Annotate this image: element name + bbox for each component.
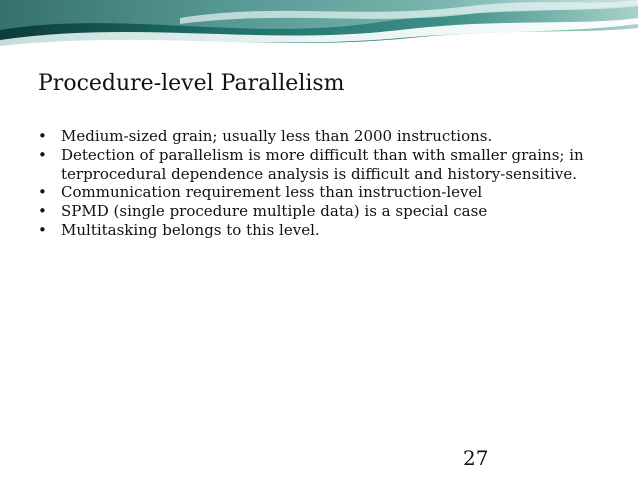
bullet-marker: •	[38, 145, 47, 164]
bullet-item	[38, 202, 618, 221]
page-number: 27	[463, 446, 489, 470]
bullet-item	[38, 183, 618, 202]
bullet-item	[38, 221, 618, 240]
bullet-text: SPMD (single procedure multiple data) is a special case	[61, 202, 488, 221]
bullet-marker: •	[38, 183, 47, 202]
bullet-marker: •	[38, 220, 47, 239]
header-wave-banner	[0, 0, 638, 48]
bullet-text: Medium-sized grain; usually less than 2000 instructions.	[61, 127, 493, 145]
bullet-item	[38, 146, 618, 184]
bullet-text: Detection of parallelism is more difficult than with smaller grains; in terprocedural dependence analysis is difficult and history-sensitive.	[61, 145, 584, 183]
slide-title: Procedure-level Parallelism	[38, 71, 345, 96]
bullet-text: Communication requirement less than instruction-level	[61, 183, 483, 202]
bullet-list	[38, 127, 618, 240]
bullet-marker: •	[38, 202, 47, 221]
bullet-item	[38, 127, 618, 146]
wave-graphic	[0, 0, 638, 48]
bullet-marker: •	[38, 127, 47, 145]
bullet-text: Multitasking belongs to this level.	[61, 220, 320, 239]
